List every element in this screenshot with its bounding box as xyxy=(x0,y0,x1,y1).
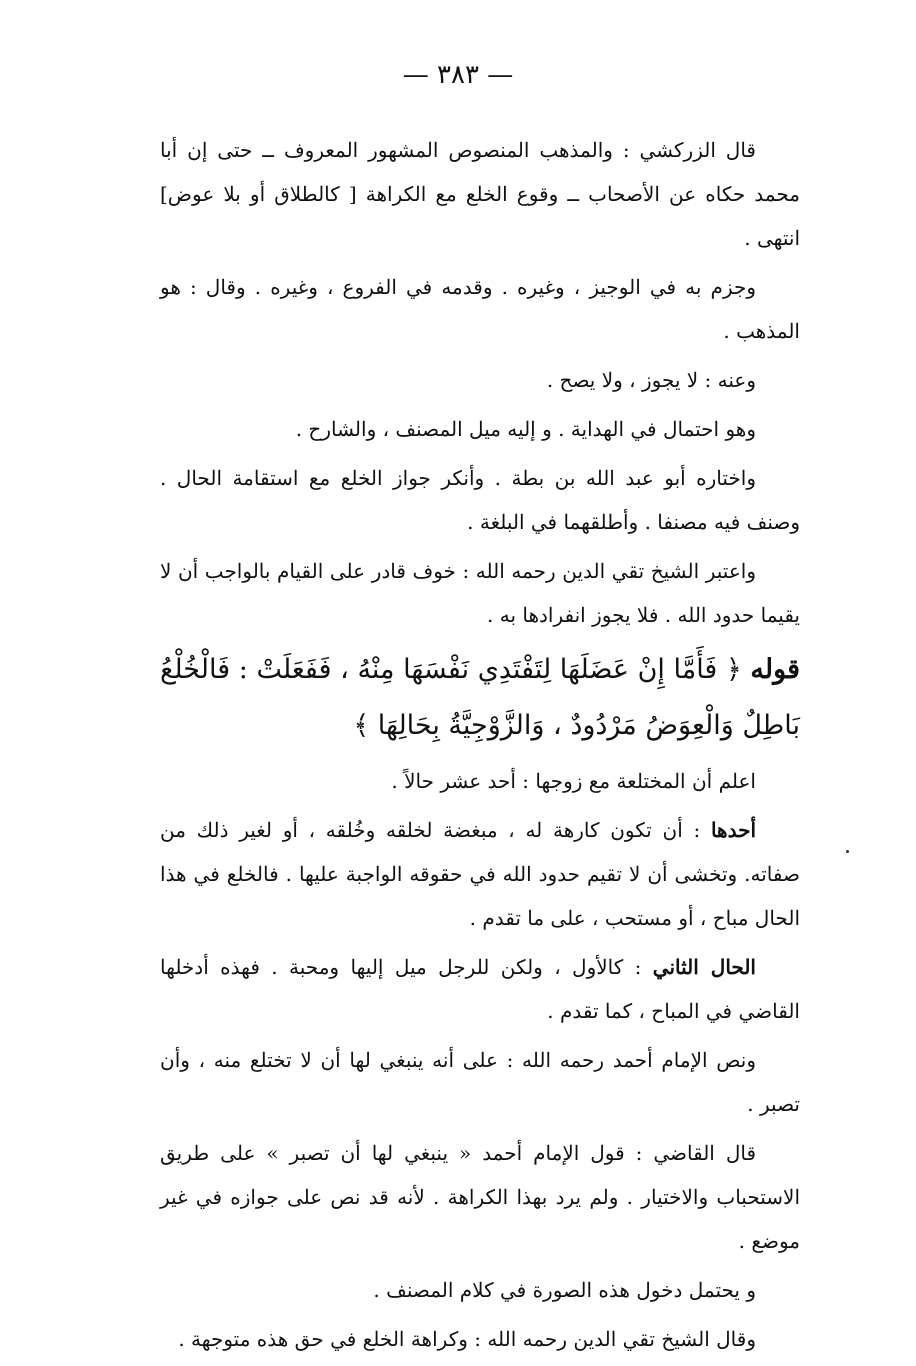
paragraph-not-permitted: وعنه : لا يجوز ، ولا يصح . xyxy=(546,368,756,392)
verse-text: فَأَمَّا إِنْ عَضَلَهَا لِتَفْتَدِي نَفْسَهَا مِنْهُ ، فَفَعَلَتْ : فَالْخُلْعُ بَاطِلٌ وَالْعِوَضُ مَرْدُودٌ ، وَالزَّوْجِيَّةُ بِحَالِهَا xyxy=(160,654,800,741)
paragraph-karaha: وقال الشيخ تقي الدين رحمه الله : وكراهة الخلع في حق هذه متوجهة . xyxy=(178,1327,756,1351)
case-one-label: أحدها xyxy=(710,818,756,842)
verse-open-bracket: ﴿ xyxy=(725,654,742,685)
verse-quote xyxy=(160,642,800,754)
paragraph-wajiz: وجزم به في الوجيز ، وغيره . وقدمه في الفروع ، وغيره . وقال : هو المذهب . xyxy=(160,275,800,343)
case-one-text: : أن تكون كارهة له ، مبغضة لخلقه وخُلقه ، أو لغير ذلك من صفاته. وتخشى أن لا تقيم حدود الله في حقوقه الواجبة عليها . فالخلع في هذا الحال مباح ، أو مستحب ، على ما تقدم . xyxy=(160,818,800,930)
paragraph-zarkashi: قال الزركشي : والمذهب المنصوص المشهور المعروف ــ حتى إن أبا محمد حكاه عن الأصحاب ــ وقوع الخلع مع الكراهة [ كالطلاق أو بلا عوض] انتهى . xyxy=(160,138,800,250)
stray-ink-dot xyxy=(846,850,849,853)
body-text xyxy=(160,128,800,1366)
verse-intro: قوله xyxy=(750,654,800,685)
paragraph-ahmad-text: ونص الإمام أحمد رحمه الله : على أنه ينبغي لها أن لا تختلع منه ، وأن تصبر . xyxy=(160,1048,800,1116)
intro-line: اعلم أن المختلعة مع زوجها : أحد عشر حالاً . xyxy=(391,769,756,793)
case-two-label: الحال الثاني xyxy=(652,955,756,979)
paragraph-qadi: قال القاضي : قول الإمام أحمد « ينبغي لها أن تصبر » على طريق الاستحباب والاختيار . ولم يرد بهذا الكراهة . لأنه قد نص على جوازه في غير موضع . xyxy=(160,1141,800,1253)
case-two xyxy=(160,945,800,1033)
case-two-text: : كالأول ، ولكن للرجل ميل إليها ومحبة . فهذه أدخلها القاضي في المباح ، كما تقدم . xyxy=(160,955,800,1023)
paragraph-taqi-al-din: واعتبر الشيخ تقي الدين رحمه الله : خوف قادر على القيام بالواجب أن لا يقيما حدود الله . فلا يجوز انفرادها به . xyxy=(160,559,800,627)
paragraph-hidaya: وهو احتمال في الهداية . و إليه ميل المصنف ، والشارح . xyxy=(295,417,756,441)
case-one xyxy=(160,808,800,940)
page-number: — ٣٨٣ — xyxy=(402,60,514,90)
paragraph-ibn-batta: واختاره أبو عبد الله بن بطة . وأنكر جواز الخلع مع استقامة الحال . وصنف فيه مصنفا . وأطلقهما في البلغة . xyxy=(160,466,800,534)
paragraph-musannif: و يحتمل دخول هذه الصورة في كلام المصنف . xyxy=(373,1278,756,1302)
verse-close-bracket: ﴾ xyxy=(353,710,370,741)
